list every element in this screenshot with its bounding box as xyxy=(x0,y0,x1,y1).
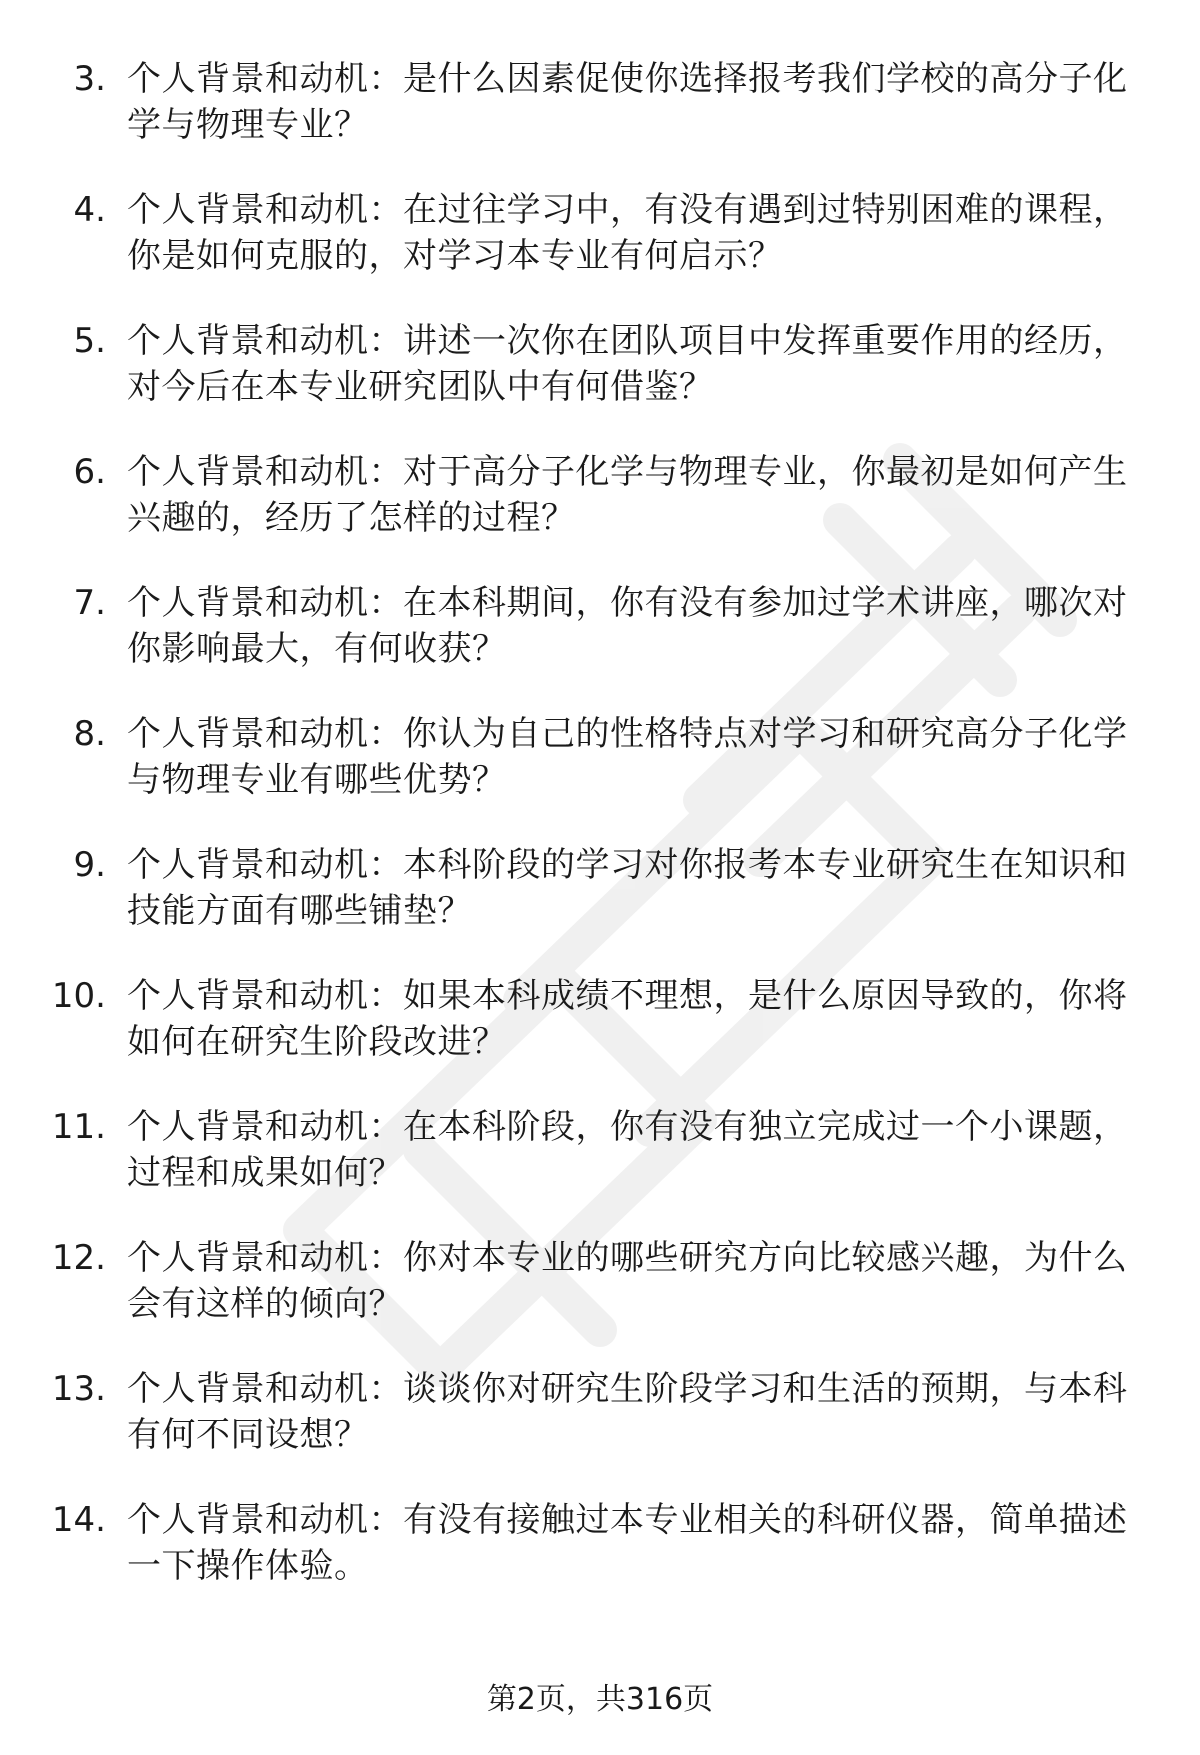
question-text: 个人背景和动机：讲述一次你在团队项目中发挥重要作用的经历，对今后在本专业研究团队中有何借鉴？ xyxy=(127,321,1128,407)
question-text: 个人背景和动机：本科阶段的学习对你报考本专业研究生在知识和技能方面有哪些铺垫？ xyxy=(127,845,1128,931)
list-item xyxy=(0,973,1200,1104)
question-number: 8. xyxy=(73,714,106,754)
question-text: 个人背景和动机：如果本科成绩不理想，是什么原因导致的，你将如何在研究生阶段改进？ xyxy=(127,976,1128,1062)
list-item xyxy=(0,318,1200,449)
list-item xyxy=(0,187,1200,318)
question-text: 个人背景和动机：有没有接触过本专业相关的科研仪器，简单描述一下操作体验。 xyxy=(127,1500,1128,1586)
question-number: 6. xyxy=(73,452,106,492)
list-item xyxy=(0,580,1200,711)
question-number: 10. xyxy=(51,976,106,1016)
question-text: 个人背景和动机：你认为自己的性格特点对学习和研究高分子化学与物理专业有哪些优势？ xyxy=(127,714,1128,800)
question-text: 个人背景和动机：在过往学习中，有没有遇到过特别困难的课程，你是如何克服的，对学习本专业有何启示？ xyxy=(127,190,1128,276)
list-item xyxy=(0,842,1200,973)
question-number: 13. xyxy=(51,1369,106,1409)
list-item xyxy=(0,1104,1200,1235)
question-text: 个人背景和动机：对于高分子化学与物理专业，你最初是如何产生兴趣的，经历了怎样的过程？ xyxy=(127,452,1128,538)
question-number: 3. xyxy=(73,59,106,99)
list-item xyxy=(0,1235,1200,1366)
question-text: 个人背景和动机：你对本专业的哪些研究方向比较感兴趣，为什么会有这样的倾向？ xyxy=(127,1238,1128,1324)
question-number: 9. xyxy=(73,845,106,885)
question-text: 个人背景和动机：在本科期间，你有没有参加过学术讲座，哪次对你影响最大，有何收获？ xyxy=(127,583,1128,669)
question-text: 个人背景和动机：谈谈你对研究生阶段学习和生活的预期，与本科有何不同设想？ xyxy=(127,1369,1128,1455)
question-text: 个人背景和动机：在本科阶段，你有没有独立完成过一个小课题，过程和成果如何？ xyxy=(127,1107,1128,1193)
question-text: 个人背景和动机：是什么因素促使你选择报考我们学校的高分子化学与物理专业？ xyxy=(127,59,1128,145)
question-number: 14. xyxy=(51,1500,106,1540)
question-number: 5. xyxy=(73,321,106,361)
question-list xyxy=(0,56,1200,1628)
list-item xyxy=(0,1366,1200,1497)
list-item xyxy=(0,711,1200,842)
list-item xyxy=(0,449,1200,580)
list-item xyxy=(0,56,1200,187)
question-number: 11. xyxy=(51,1107,106,1147)
question-number: 7. xyxy=(73,583,106,623)
question-number: 4. xyxy=(73,190,106,230)
page-number-footer: 第2页，共316页 xyxy=(486,1682,714,1717)
question-number: 12. xyxy=(51,1238,106,1278)
list-item xyxy=(0,1497,1200,1628)
